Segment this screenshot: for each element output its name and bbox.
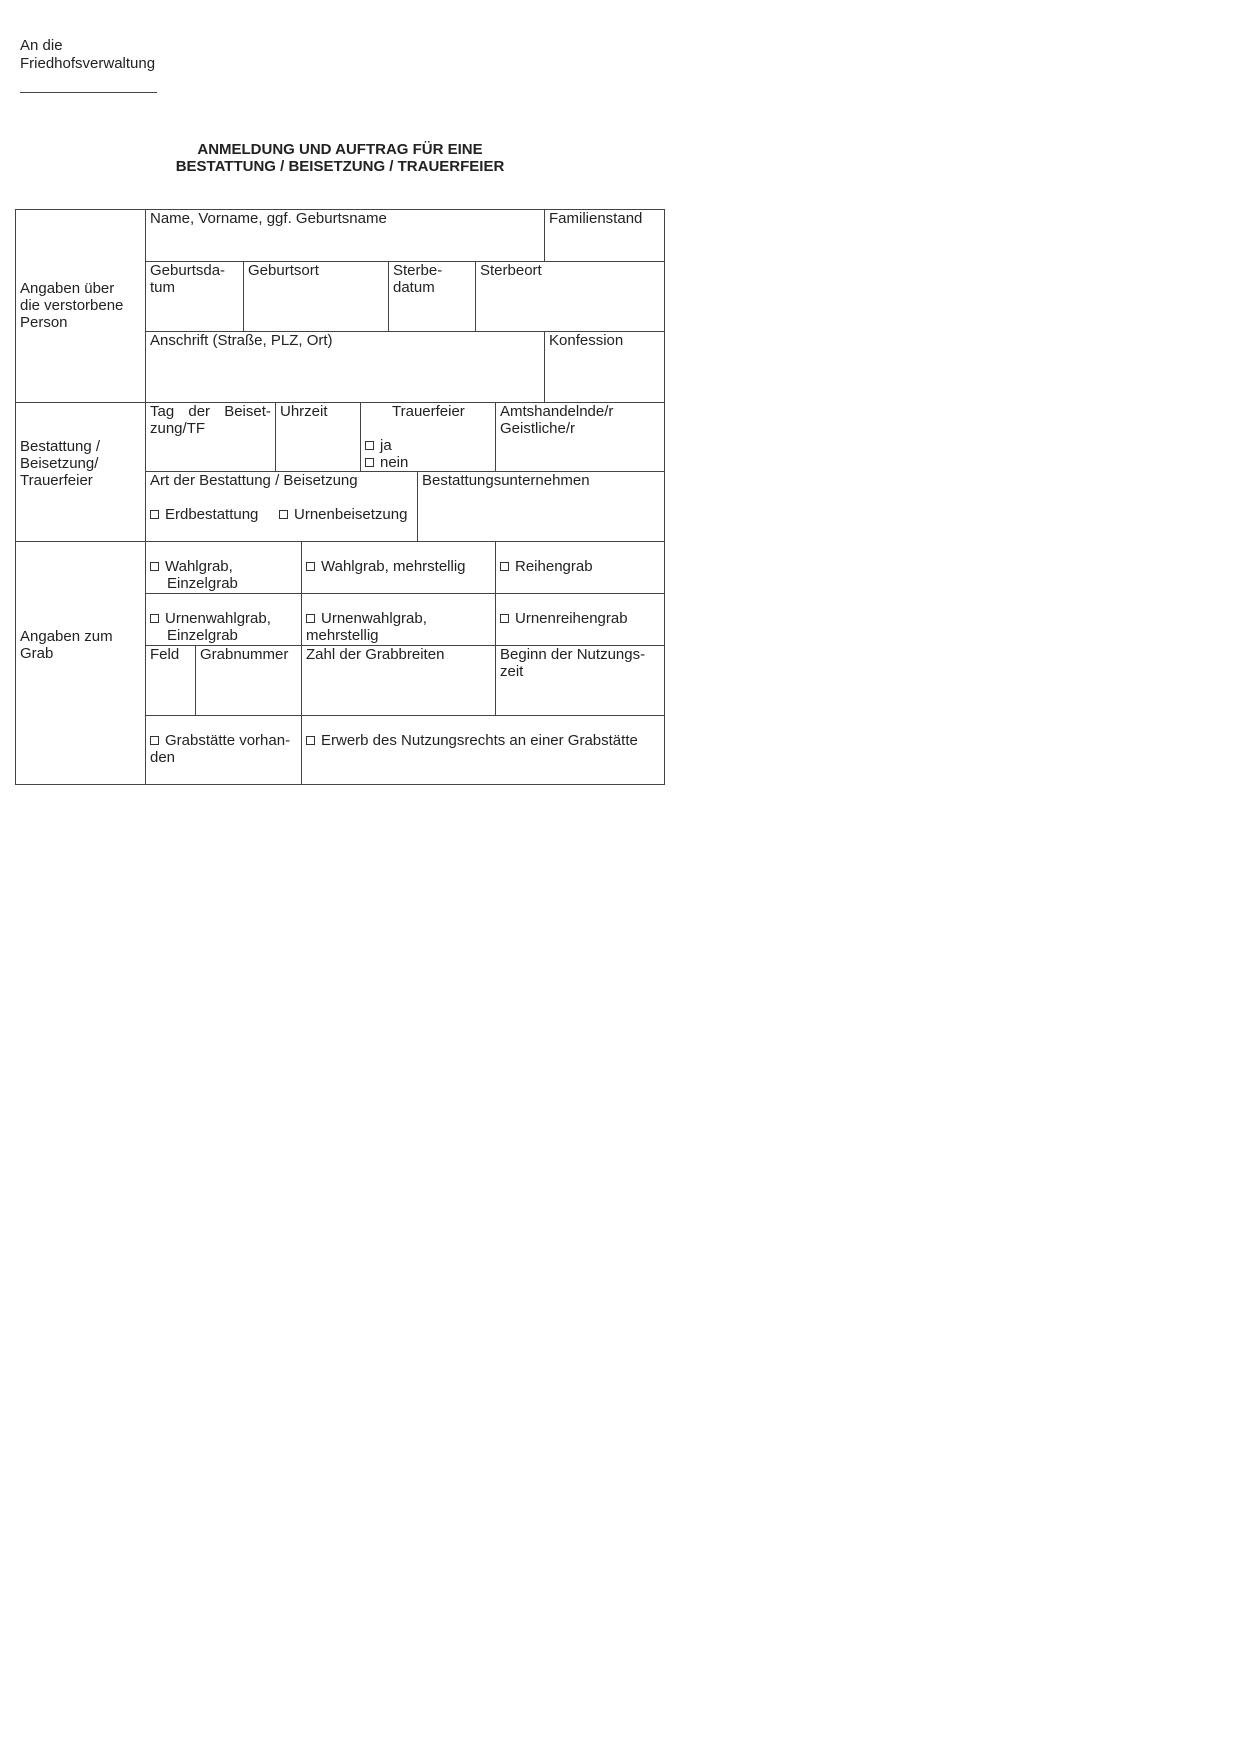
grave-choice-single-label-2: Einzelgrab [167, 575, 238, 592]
grave-existing-cell [145, 715, 302, 785]
recipient-address [20, 37, 155, 73]
title-line-1: ANMELDUNG UND AUFTRAG FÜR EINE [197, 141, 483, 158]
death-date-label-2: datum [393, 279, 435, 296]
death-date-label-1: Sterbe- [393, 262, 443, 279]
name-label: Name, Vorname, ggf. Geburtsname [150, 210, 387, 227]
burial-type-label: Art der Bestattung / Beisetzung [150, 472, 358, 489]
checkbox-icon[interactable] [306, 736, 315, 745]
name-field[interactable] [145, 209, 545, 262]
urn-row-option[interactable] [500, 610, 628, 627]
grave-choice-multi-label: Wahlgrab, mehrstellig [321, 558, 466, 575]
section-grave-label-1: Angaben zum [20, 628, 113, 645]
usage-start-label-1: Beginn der Nutzungs- [500, 646, 646, 663]
birth-date-field[interactable] [145, 261, 244, 332]
ceremony-no-option[interactable] [365, 454, 408, 471]
ceremony-yes-label: ja [380, 437, 392, 454]
grave-existing-option[interactable] [150, 732, 290, 766]
section-person-label-3: Person [20, 314, 68, 331]
burial-day-label-1: Tag der Beiset- [150, 403, 271, 420]
grave-choice-multi-option[interactable] [306, 558, 466, 575]
grave-number-cell[interactable] [195, 645, 302, 716]
section-burial-label-1: Bestattung / [20, 438, 101, 455]
burial-day-field[interactable] [145, 402, 276, 472]
grave-existing-label-2: den [150, 749, 176, 766]
grave-row-cell [495, 541, 665, 594]
checkbox-icon[interactable] [150, 562, 159, 571]
grave-number-label: Grabnummer [200, 646, 289, 663]
grave-choice-single-cell [145, 541, 302, 594]
earth-burial-label: Erdbestattung [165, 506, 259, 523]
urn-choice-single-label-2: Einzelgrab [167, 627, 238, 644]
section-person-label-2: die verstorbene [20, 297, 124, 314]
field-label: Feld [150, 646, 180, 663]
page-title [15, 141, 665, 175]
urn-choice-multi-option[interactable] [306, 610, 427, 644]
section-person-label-1: Angaben über [20, 280, 115, 297]
checkbox-icon[interactable] [306, 562, 315, 571]
burial-time-field[interactable] [275, 402, 361, 472]
address-field[interactable] [145, 331, 545, 403]
undertaker-field[interactable] [417, 471, 665, 542]
section-grave [15, 541, 146, 785]
address-label: Anschrift (Straße, PLZ, Ort) [150, 332, 333, 349]
section-person [15, 209, 146, 403]
officiant-label-2: Geistliche/r [500, 420, 576, 437]
grave-choice-single-label-1: Wahlgrab, [165, 558, 233, 575]
checkbox-icon[interactable] [365, 458, 374, 467]
checkbox-icon[interactable] [150, 510, 159, 519]
urn-choice-multi-label-1: Urnenwahlgrab, [321, 610, 427, 627]
section-grave-label-2: Grab [20, 645, 54, 662]
address-line-1: An die [20, 37, 63, 54]
field-cell[interactable] [145, 645, 196, 716]
death-date-field[interactable] [388, 261, 476, 332]
death-place-field[interactable] [475, 261, 665, 332]
urn-choice-single-label-1: Urnenwahlgrab, [165, 610, 271, 627]
officiant-field[interactable] [495, 402, 665, 472]
acquire-rights-option[interactable] [306, 732, 638, 749]
grave-widths-label: Zahl der Grabbreiten [306, 646, 445, 663]
officiant-label-1: Amtshandelnde/r [500, 403, 614, 420]
checkbox-icon[interactable] [365, 441, 374, 450]
acquire-rights-label: Erwerb des Nutzungsrechts an einer Grabstätte [321, 732, 638, 749]
urn-row-cell [495, 593, 665, 646]
grave-row-label: Reihengrab [515, 558, 593, 575]
birth-place-label: Geburtsort [248, 262, 319, 279]
checkbox-icon[interactable] [500, 614, 509, 623]
grave-row-option[interactable] [500, 558, 593, 575]
urn-row-label: Urnenreihengrab [515, 610, 628, 627]
birth-place-field[interactable] [243, 261, 389, 332]
urn-choice-single-cell [145, 593, 302, 646]
acquire-rights-cell [301, 715, 665, 785]
urn-choice-multi-label-2: mehrstellig [306, 627, 379, 644]
grave-existing-label-1: Grabstätte vorhan- [165, 732, 291, 749]
urn-burial-label: Urnenbeisetzung [294, 506, 408, 523]
birth-date-label-1: Geburtsda- [150, 262, 226, 279]
undertaker-label: Bestattungsunternehmen [422, 472, 590, 489]
ceremony-label: Trauerfeier [392, 403, 465, 420]
checkbox-icon[interactable] [150, 614, 159, 623]
title-line-2: BESTATTUNG / BEISETZUNG / TRAUERFEIER [175, 158, 505, 175]
checkbox-icon[interactable] [279, 510, 288, 519]
confession-field[interactable] [544, 331, 665, 403]
usage-start-cell[interactable] [495, 645, 665, 716]
section-burial [15, 402, 146, 542]
checkbox-icon[interactable] [306, 614, 315, 623]
earth-burial-option[interactable] [150, 506, 258, 523]
grave-choice-single-option[interactable] [150, 558, 238, 592]
marital-status-field[interactable] [544, 209, 665, 262]
ceremony-no-label: nein [380, 454, 409, 471]
ceremony-field [360, 402, 496, 472]
grave-choice-multi-cell [301, 541, 496, 594]
grave-widths-cell[interactable] [301, 645, 496, 716]
section-burial-label-3: Trauerfeier [20, 472, 93, 489]
address-underline[interactable] [20, 92, 157, 93]
death-place-label: Sterbeort [480, 262, 542, 279]
checkbox-icon[interactable] [500, 562, 509, 571]
confession-label: Konfession [549, 332, 624, 349]
address-line-2: Friedhofsverwaltung [20, 55, 156, 72]
burial-time-label: Uhrzeit [280, 403, 328, 420]
burial-day-label-2: zung/TF [150, 420, 206, 437]
section-burial-label-2: Beisetzung/ [20, 455, 99, 472]
burial-type-field [145, 471, 418, 542]
checkbox-icon[interactable] [150, 736, 159, 745]
usage-start-label-2: zeit [500, 663, 524, 680]
ceremony-yes-option[interactable] [365, 437, 392, 454]
urn-burial-option[interactable] [279, 506, 407, 523]
urn-choice-multi-cell [301, 593, 496, 646]
birth-date-label-2: tum [150, 279, 176, 296]
marital-status-label: Familienstand [549, 210, 643, 227]
urn-choice-single-option[interactable] [150, 610, 271, 644]
